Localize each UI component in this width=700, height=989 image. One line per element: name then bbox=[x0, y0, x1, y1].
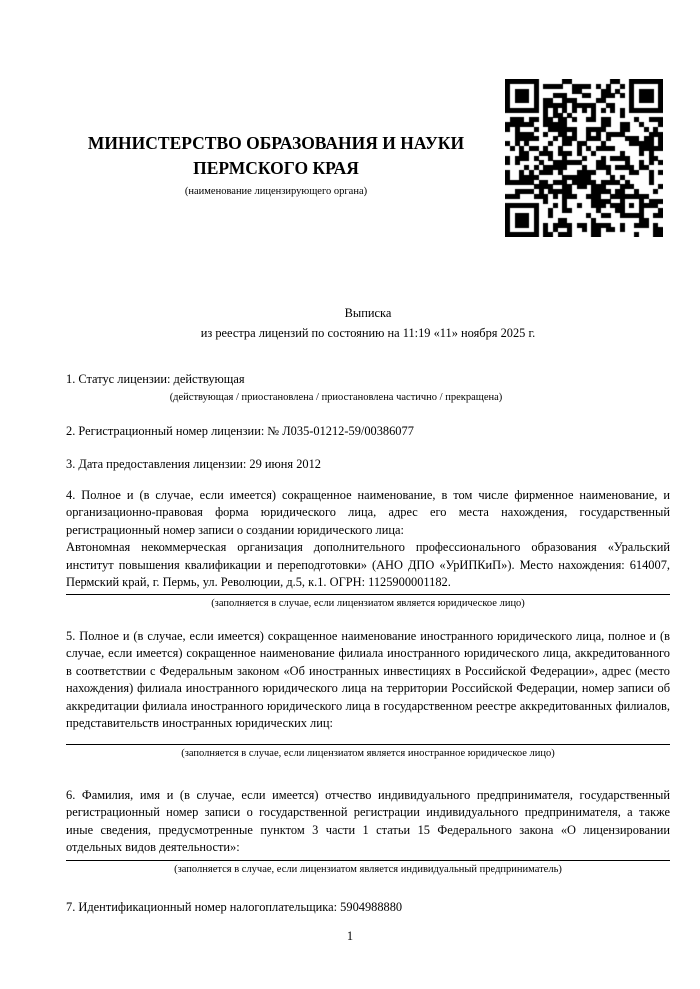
document-title-line2: из реестра лицензий по состоянию на 11:19 «11» ноября 2025 г. bbox=[200, 326, 536, 340]
legal-entity-rule-line bbox=[66, 594, 670, 595]
individual-entrepreneur-rule-line bbox=[66, 860, 670, 861]
taxpayer-inn: 7. Идентификационный номер налогоплательщика: 5904988880 bbox=[66, 899, 403, 914]
individual-entrepreneur-question: 6. Фамилия, имя и (в случае, если имеется) отчество индивидуального предпринимателя, государственный регистрационный номер записи о государственной регистрации индивидуального предпринимателя, а также иные сведения, предусмотренные пунктом 3 части 1 статьи 15 Федерального закона «О лицензировании отдельных видов деятельности»: bbox=[66, 787, 670, 854]
foreign-entity-rule-caption: (заполняется в случае, если лицензиатом является иностранное юридическое лицо) bbox=[181, 747, 555, 759]
legal-entity-section bbox=[66, 487, 670, 592]
license-status: 1. Статус лицензии: действующая bbox=[66, 372, 245, 386]
ministry-name bbox=[66, 131, 486, 181]
license-status-hint: (действующая / приостановлена / приостановлена частично / прекращена) bbox=[169, 391, 503, 403]
ministry-name-line1: МИНИСТЕРСТВО ОБРАЗОВАНИЯ И НАУКИ bbox=[87, 133, 465, 153]
legal-entity-text bbox=[66, 487, 670, 592]
legal-entity-rule-caption: (заполняется в случае, если лицензиатом является юридическое лицо) bbox=[211, 597, 525, 609]
license-registration-number: 2. Регистрационный номер лицензии: № Л035-01212-59/00386077 bbox=[66, 423, 414, 438]
foreign-entity-section bbox=[66, 628, 670, 733]
page-number: 1 bbox=[346, 929, 354, 943]
foreign-entity-question: 5. Полное и (в случае, если имеется) сокращенное наименование иностранного юридического лица, полное и (в случае, если имеется) сокращенное наименование филиала иностранного юридического лица, аккредитованного в соответствии с Федеральным законом «Об иностранных инвестициях в Российской Федерации», адрес (место нахождения) филиала иностранного юридического лица на территории Российской Федерации, номер записи об аккредитации филиала иностранного юридического лица в государственном реестре аккредитованных филиалов, представительств иностранных юридических лиц: bbox=[66, 628, 670, 730]
individual-entrepreneur-rule-caption: (заполняется в случае, если лицензиатом является индивидуальный предприниматель) bbox=[174, 863, 562, 875]
qr-code-icon bbox=[505, 79, 663, 237]
legal-entity-value: Автономная некоммерческая организация дополнительного профессионального образования «Уральский институт повышения квалификации и переподготовки» (АНО ДПО «УрИПКиП»). Место нахождения: 614007, Пермский край, г. Пермь, ул. Революции, д.5, к.1. ОГРН: 1125900001182. bbox=[66, 540, 670, 589]
ministry-caption: (наименование лицензирующего органа) bbox=[184, 186, 368, 197]
license-grant-date: 3. Дата предоставления лицензии: 29 июня 2012 bbox=[66, 457, 322, 471]
individual-entrepreneur-section bbox=[66, 787, 670, 857]
ministry-name-line2: ПЕРМСКОГО КРАЯ bbox=[193, 158, 359, 178]
foreign-entity-rule-line bbox=[66, 744, 670, 745]
document-title bbox=[66, 303, 670, 343]
document-title-line1: Выписка bbox=[344, 306, 392, 320]
legal-entity-question: 4. Полное и (в случае, если имеется) сокращенное наименование, в том числе фирменное наименование, и организационно-правовая форма юридического лица, адрес его места нахождения, государственный регистрационный номер записи о создании юридического лица: bbox=[66, 487, 670, 537]
